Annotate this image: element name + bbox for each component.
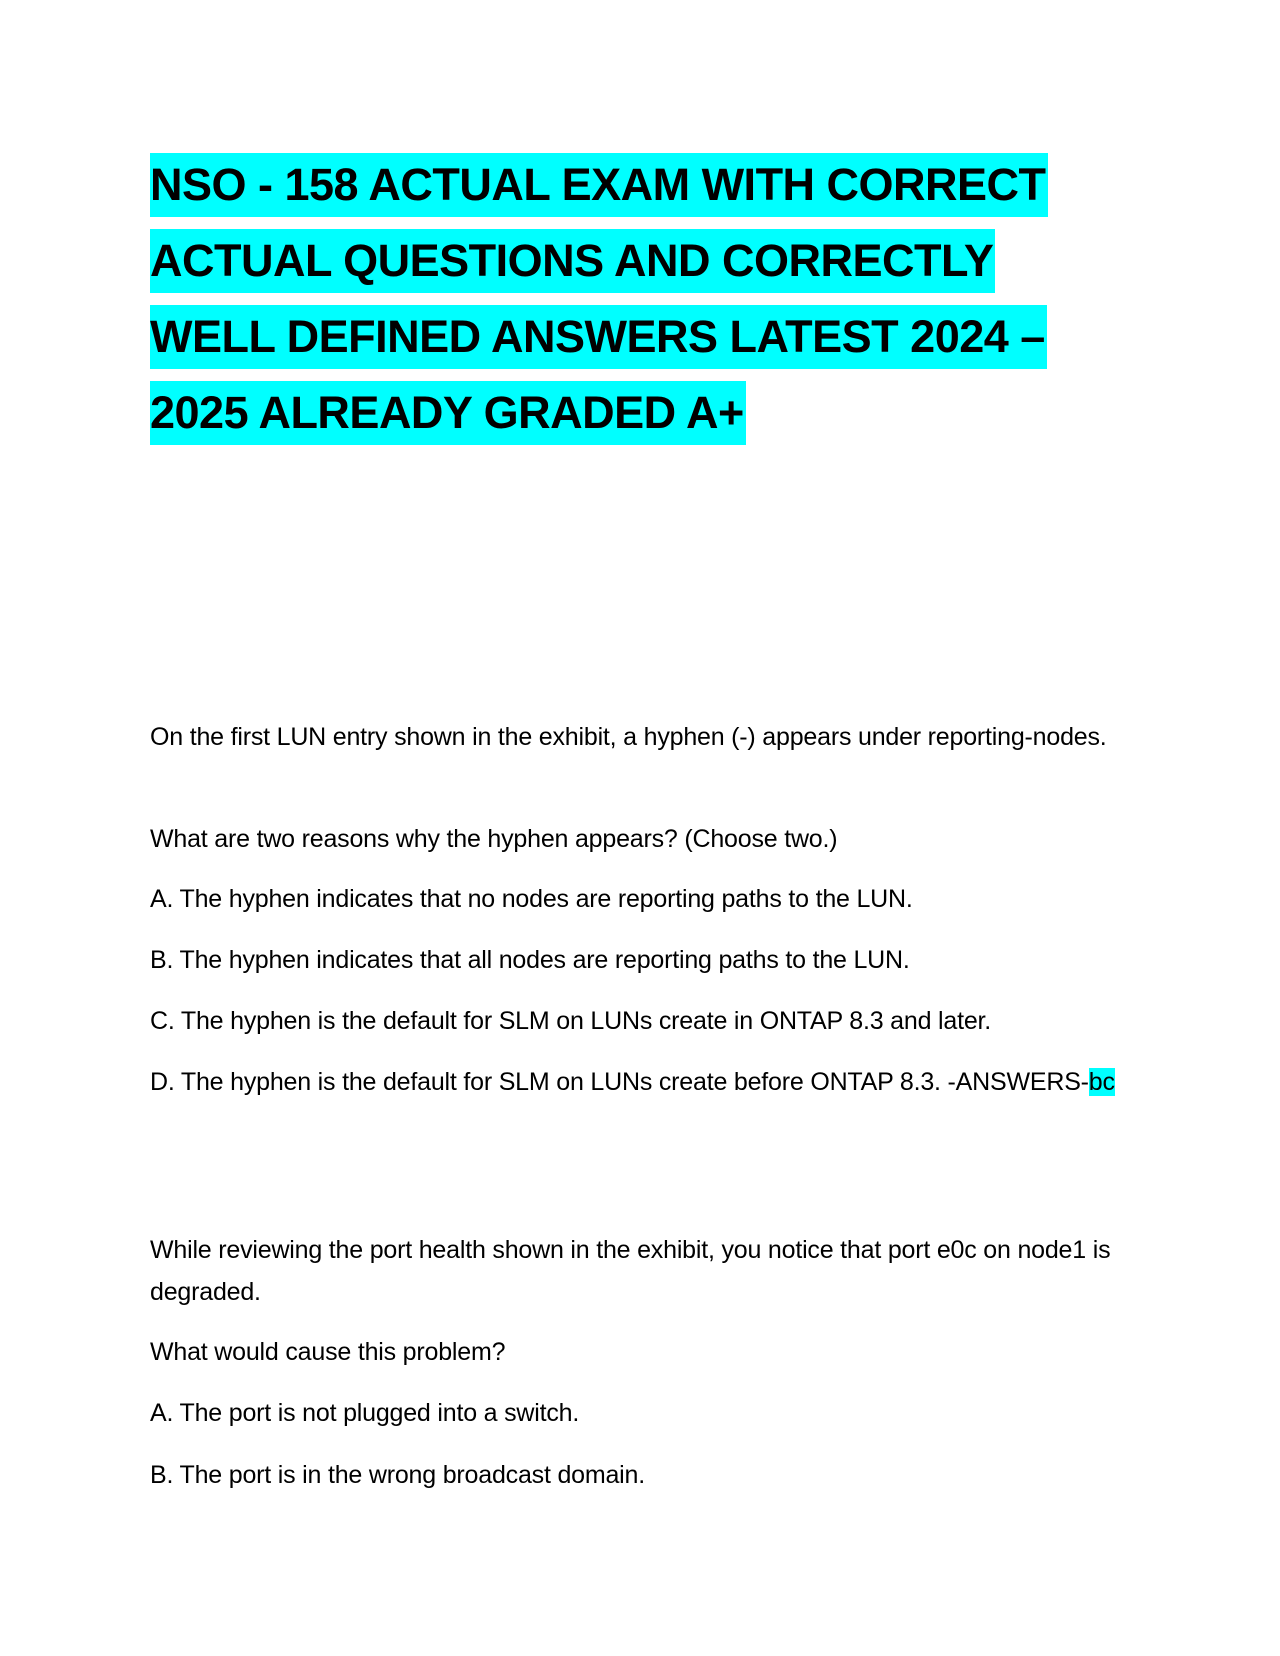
- q1-option-d: [150, 1061, 1130, 1103]
- q2-prompt: While reviewing the port health shown in the exhibit, you notice that port e0c on node1 is degraded.: [150, 1236, 1111, 1306]
- q1-option-a: A. The hyphen indicates that no nodes are reporting paths to the LUN.: [150, 885, 913, 913]
- q1-answer: bc: [1088, 1068, 1115, 1096]
- q1-option-c: C. The hyphen is the default for SLM on LUNs create in ONTAP 8.3 and later.: [150, 1007, 992, 1035]
- q2-option-b: B. The port is in the wrong broadcast domain.: [150, 1461, 645, 1489]
- title-highlight: NSO - 158 ACTUAL EXAM WITH CORRECT ACTUAL QUESTIONS AND CORRECTLY WELL DEFINED ANSWERS LATEST 2024 – 2025 ALREADY GRADED A+: [150, 153, 1048, 445]
- q2-option-a: A. The port is not plugged into a switch.: [150, 1399, 580, 1427]
- q1-question: What are two reasons why the hyphen appears? (Choose two.): [150, 825, 838, 853]
- q1-option-b: B. The hyphen indicates that all nodes are reporting paths to the LUN.: [150, 946, 910, 974]
- q1-option-d-text: D. The hyphen is the default for SLM on LUNs create before ONTAP 8.3. -ANSWERS-: [150, 1068, 1089, 1096]
- q2-question: What would cause this problem?: [150, 1338, 506, 1366]
- document-title: [150, 147, 1130, 451]
- q1-prompt: On the first LUN entry shown in the exhibit, a hyphen (-) appears under reporting-nodes.: [150, 723, 1107, 751]
